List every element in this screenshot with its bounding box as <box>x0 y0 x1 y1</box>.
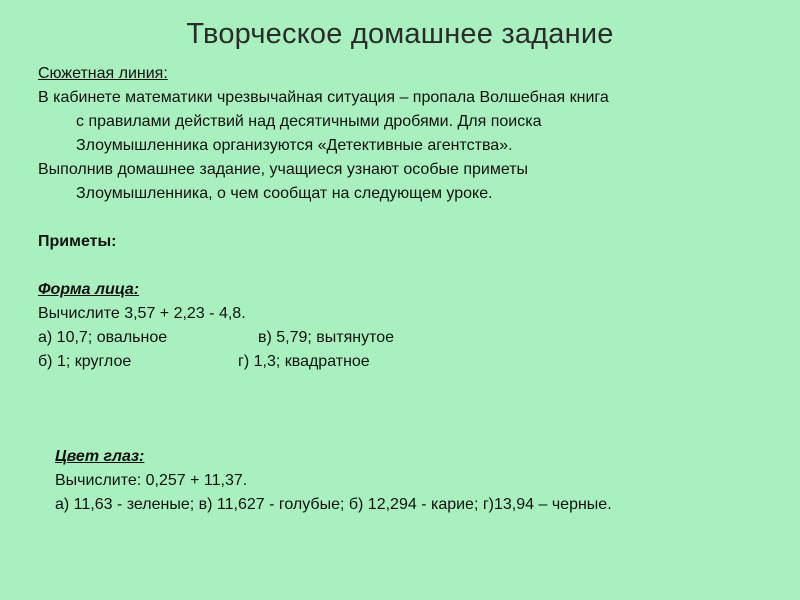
spacer <box>38 206 778 230</box>
eyes-options: а) 11,63 - зеленые; в) 11,627 - голубые; б) 12,294 - карие; г)13,94 – черные. <box>55 496 612 513</box>
eye-color-block <box>55 445 785 517</box>
face-heading: Форма лица: <box>38 281 140 298</box>
story-paragraph-2-line-2: Злоумышленника, о чем сообщат на следующем уроке. <box>76 185 493 202</box>
eyes-task: Вычислите: 0,257 + 11,37. <box>55 472 248 489</box>
spacer <box>38 254 778 278</box>
face-options-row-1 <box>38 326 778 350</box>
face-option-b: б) 1; круглое <box>38 353 132 370</box>
story-paragraph-1-line-1: В кабинете математики чрезвычайная ситуация – пропала Волшебная книга <box>38 89 609 106</box>
story-paragraph-2-line-1: Выполнив домашнее задание, учащиеся узнают особые приметы <box>38 161 529 178</box>
face-option-a: а) 10,7; овальное <box>38 329 168 346</box>
eyes-heading: Цвет глаз: <box>55 448 145 465</box>
story-label: Сюжетная линия: <box>38 65 168 82</box>
face-option-v: в) 5,79; вытянутое <box>258 329 395 346</box>
story-paragraph-1-line-3: Злоумышленника организуются «Детективные агентства». <box>76 137 513 154</box>
story-paragraph-1-line-2: с правилами действий над десятичными дробями. Для поиска <box>76 113 542 130</box>
face-option-g: г) 1,3; квадратное <box>238 353 370 370</box>
face-task: Вычислите 3,57 + 2,23 - 4,8. <box>38 305 246 322</box>
slide-body <box>38 62 778 374</box>
slide-title: Творческое домашнее задание <box>186 18 614 50</box>
signs-heading: Приметы: <box>38 233 117 250</box>
face-options-row-2 <box>38 350 778 374</box>
